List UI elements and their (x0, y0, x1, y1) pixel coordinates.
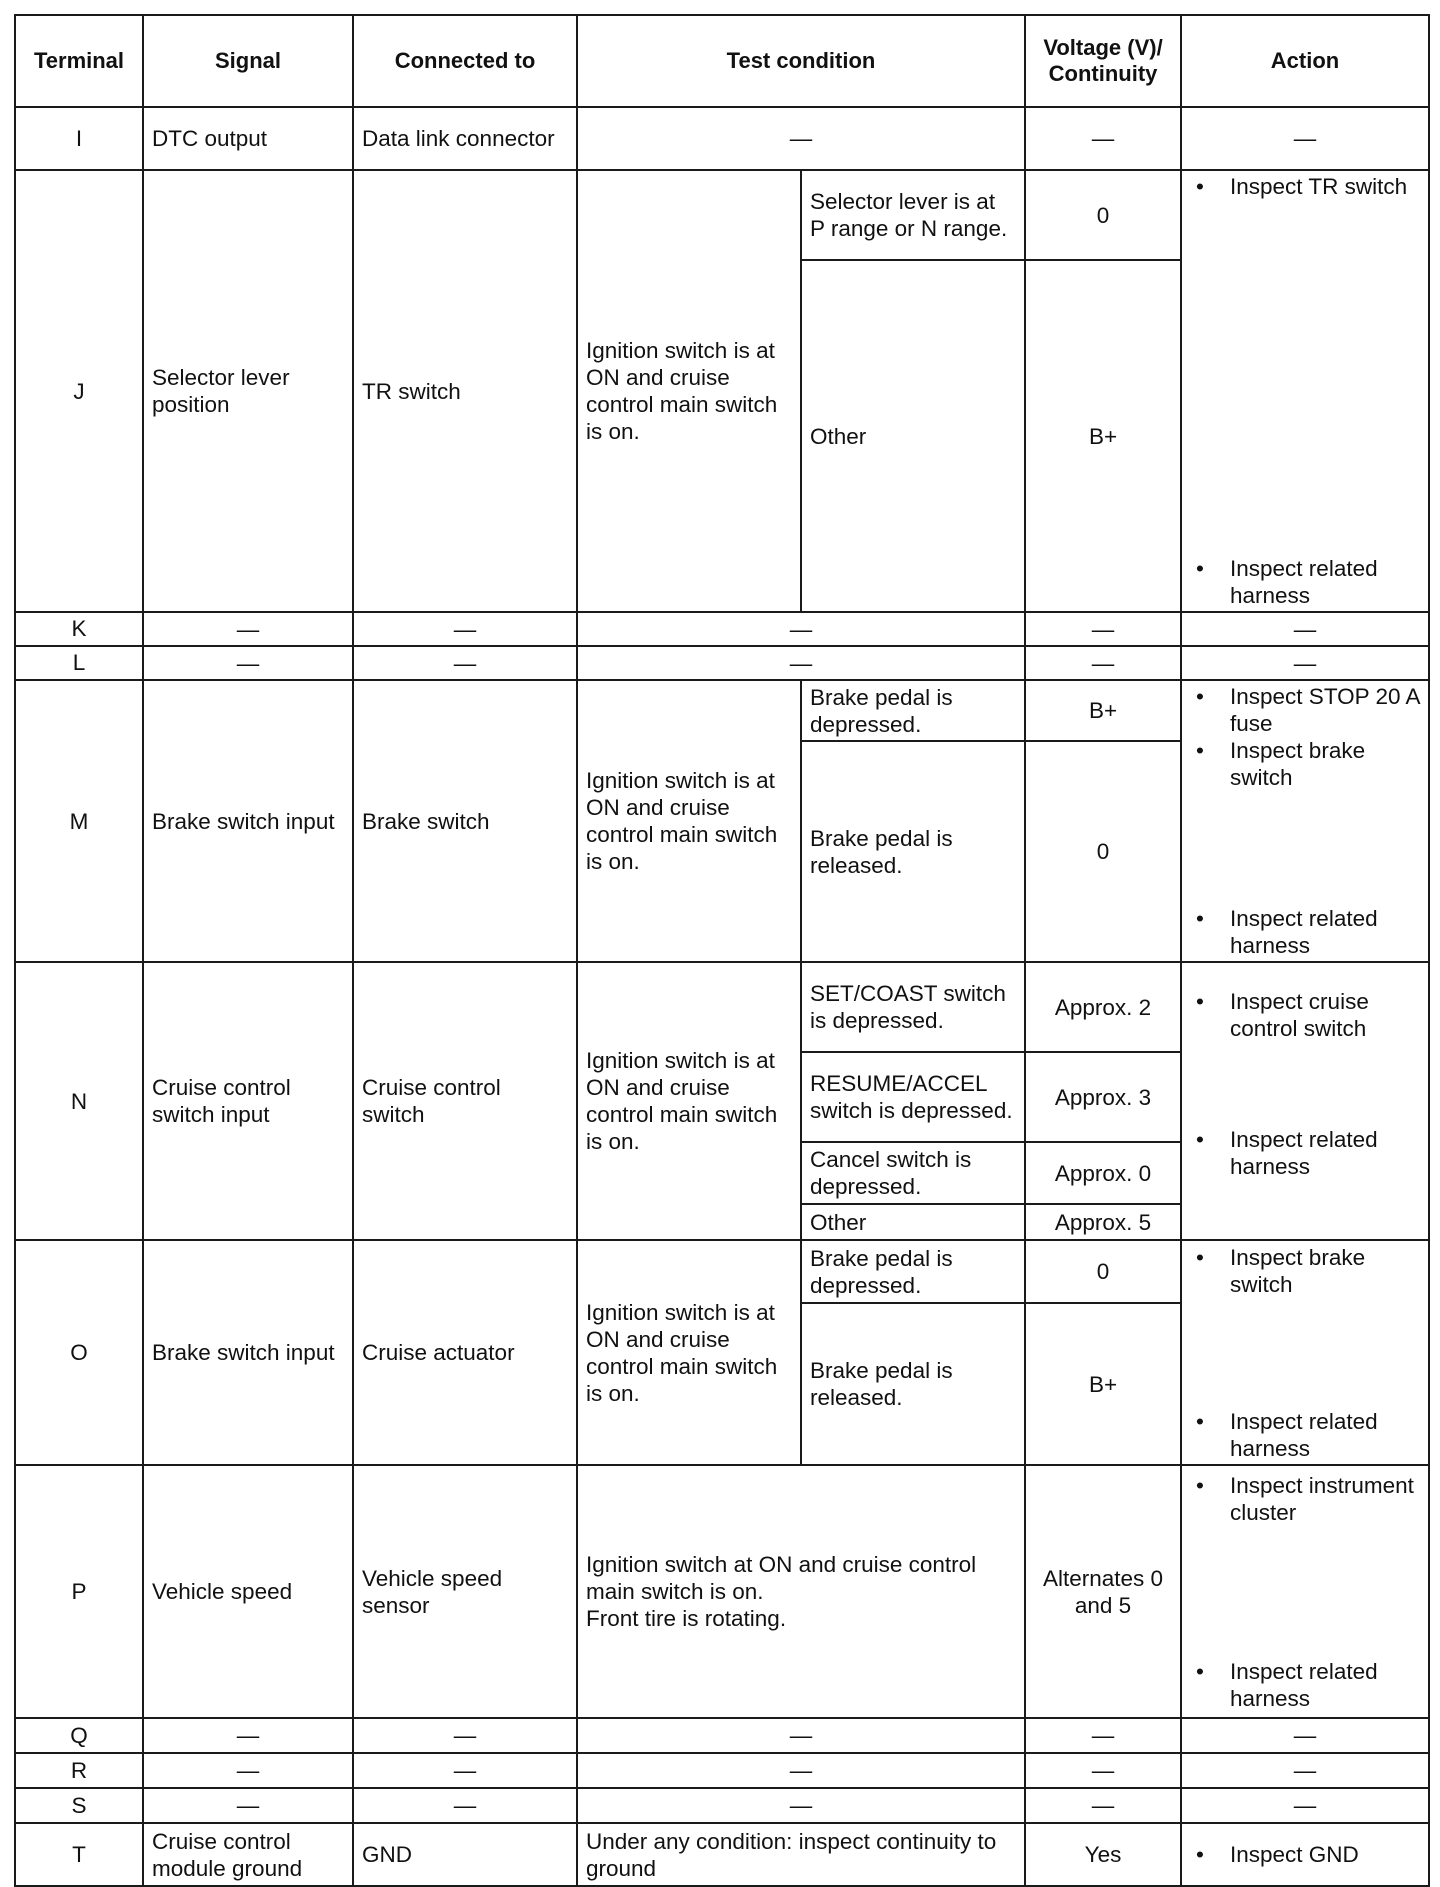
terminal-cell: J (15, 170, 143, 612)
connected-cell: — (353, 1753, 577, 1788)
condition-cell: — (577, 107, 1025, 170)
condition-cell: — (577, 1753, 1025, 1788)
action-cell: — (1181, 1788, 1429, 1823)
action-cell: — (1181, 107, 1429, 170)
table-row (15, 612, 1429, 646)
condition-cell: Ignition switch is at ON and cruise control main switch is on. (577, 170, 801, 612)
action-cell (1181, 1465, 1429, 1718)
action-item: • Inspect STOP 20 A fuse (1190, 683, 1420, 737)
condition-line: Ignition switch at ON and cruise control main switch is on. (586, 1552, 977, 1604)
signal-cell: Brake switch input (143, 1240, 353, 1465)
action-list (1190, 1126, 1420, 1180)
terminal-cell: N (15, 962, 143, 1240)
value-cell: 0 (1025, 170, 1181, 260)
value-cell: Approx. 3 (1025, 1052, 1181, 1142)
action-cell (1181, 962, 1429, 1240)
value-cell: Approx. 5 (1025, 1204, 1181, 1240)
action-list (1190, 1244, 1420, 1298)
value-cell: B+ (1025, 680, 1181, 741)
value-cell: — (1025, 1718, 1181, 1753)
signal-cell: — (143, 646, 353, 680)
connected-cell: TR switch (353, 170, 577, 612)
table-row (15, 1718, 1429, 1753)
condition-line: Front tire is rotating. (586, 1606, 787, 1631)
table-row (15, 646, 1429, 680)
connected-cell: — (353, 1718, 577, 1753)
condition-cell: — (577, 1788, 1025, 1823)
connected-cell: Brake switch (353, 680, 577, 962)
value-cell: 0 (1025, 741, 1181, 962)
terminal-cell: I (15, 107, 143, 170)
subcondition-cell: Selector lever is at P range or N range. (801, 170, 1025, 260)
table-row (15, 170, 1429, 260)
connected-cell: Cruise control switch (353, 962, 577, 1240)
header-row (15, 15, 1429, 107)
action-cell: — (1181, 1753, 1429, 1788)
condition-cell: Under any condition: inspect continuity to ground (577, 1823, 1025, 1886)
signal-cell: Brake switch input (143, 680, 353, 962)
connected-cell: — (353, 1788, 577, 1823)
connected-cell: Data link connector (353, 107, 577, 170)
connected-cell: GND (353, 1823, 577, 1886)
action-item: • Inspect related harness (1190, 905, 1420, 959)
action-cell (1181, 1240, 1429, 1465)
condition-cell: Ignition switch is at ON and cruise control main switch is on. (577, 1240, 801, 1465)
signal-cell: — (143, 1788, 353, 1823)
terminal-cell: M (15, 680, 143, 962)
subcondition-cell: RESUME/ACCEL switch is depressed. (801, 1052, 1025, 1142)
action-list (1190, 1408, 1420, 1462)
terminal-cell: Q (15, 1718, 143, 1753)
terminal-cell: R (15, 1753, 143, 1788)
condition-cell (577, 1465, 1025, 1718)
signal-cell: Vehicle speed (143, 1465, 353, 1718)
signal-cell: DTC output (143, 107, 353, 170)
value-cell: — (1025, 612, 1181, 646)
action-item: • Inspect brake switch (1190, 1244, 1420, 1298)
signal-cell: Selector lever position (143, 170, 353, 612)
action-cell: — (1181, 612, 1429, 646)
terminal-spec-table (14, 14, 1430, 1887)
action-list (1190, 173, 1420, 200)
connected-cell: — (353, 646, 577, 680)
value-cell: B+ (1025, 260, 1181, 612)
subcondition-cell: SET/COAST switch is depressed. (801, 962, 1025, 1052)
action-list (1190, 1472, 1420, 1526)
header-test-condition: Test condition (577, 15, 1025, 107)
table-row (15, 962, 1429, 1052)
value-cell: Yes (1025, 1823, 1181, 1886)
action-cell: — (1181, 646, 1429, 680)
action-list (1190, 905, 1420, 959)
table-row (15, 107, 1429, 170)
action-cell (1181, 680, 1429, 962)
action-list (1190, 1658, 1420, 1712)
action-item: • Inspect instrument cluster (1190, 1472, 1420, 1526)
condition-cell: Ignition switch is at ON and cruise control main switch is on. (577, 680, 801, 962)
value-cell: Approx. 2 (1025, 962, 1181, 1052)
value-cell: — (1025, 1753, 1181, 1788)
signal-cell: — (143, 1718, 353, 1753)
subcondition-cell: Brake pedal is released. (801, 741, 1025, 962)
terminal-cell: S (15, 1788, 143, 1823)
header-terminal: Terminal (15, 15, 143, 107)
terminal-cell: L (15, 646, 143, 680)
condition-cell: Ignition switch is at ON and cruise control main switch is on. (577, 962, 801, 1240)
action-item: • Inspect TR switch (1190, 173, 1420, 200)
action-item: • Inspect GND (1190, 1841, 1420, 1868)
action-cell (1181, 170, 1429, 612)
terminal-cell: O (15, 1240, 143, 1465)
connected-cell: — (353, 612, 577, 646)
condition-cell: — (577, 1718, 1025, 1753)
action-item: • Inspect related harness (1190, 1408, 1420, 1462)
subcondition-cell: Other (801, 1204, 1025, 1240)
value-cell: — (1025, 1788, 1181, 1823)
subcondition-cell: Cancel switch is depressed. (801, 1142, 1025, 1204)
subcondition-cell: Other (801, 260, 1025, 612)
action-item: • Inspect related harness (1190, 1126, 1420, 1180)
action-cell (1181, 1823, 1429, 1886)
table-row (15, 1788, 1429, 1823)
value-cell: B+ (1025, 1303, 1181, 1465)
value-cell: — (1025, 646, 1181, 680)
terminal-cell: K (15, 612, 143, 646)
action-cell: — (1181, 1718, 1429, 1753)
action-list (1190, 1841, 1420, 1868)
signal-cell: — (143, 1753, 353, 1788)
table-row (15, 1753, 1429, 1788)
signal-cell: Cruise control module ground (143, 1823, 353, 1886)
action-item: • Inspect related harness (1190, 555, 1420, 609)
condition-cell: — (577, 646, 1025, 680)
subcondition-cell: Brake pedal is depressed. (801, 1240, 1025, 1303)
value-cell: Alternates 0 and 5 (1025, 1465, 1181, 1718)
signal-cell: Cruise control switch input (143, 962, 353, 1240)
table-row (15, 1465, 1429, 1718)
header-voltage-continuity: Voltage (V)/ Continuity (1025, 15, 1181, 107)
action-item: • Inspect cruise control switch (1190, 988, 1420, 1042)
header-signal: Signal (143, 15, 353, 107)
terminal-cell: P (15, 1465, 143, 1718)
connected-cell: Cruise actuator (353, 1240, 577, 1465)
action-list (1190, 988, 1420, 1042)
action-item: • Inspect related harness (1190, 1658, 1420, 1712)
subcondition-cell: Brake pedal is depressed. (801, 680, 1025, 741)
subcondition-cell: Brake pedal is released. (801, 1303, 1025, 1465)
action-list (1190, 683, 1420, 791)
action-item: • Inspect brake switch (1190, 737, 1420, 791)
value-cell: — (1025, 107, 1181, 170)
action-list (1190, 555, 1420, 609)
terminal-cell: T (15, 1823, 143, 1886)
value-cell: Approx. 0 (1025, 1142, 1181, 1204)
header-action: Action (1181, 15, 1429, 107)
table-row (15, 1823, 1429, 1886)
signal-cell: — (143, 612, 353, 646)
value-cell: 0 (1025, 1240, 1181, 1303)
table-row (15, 680, 1429, 741)
condition-cell: — (577, 612, 1025, 646)
connected-cell: Vehicle speed sensor (353, 1465, 577, 1718)
header-connected-to: Connected to (353, 15, 577, 107)
table-row (15, 1240, 1429, 1303)
